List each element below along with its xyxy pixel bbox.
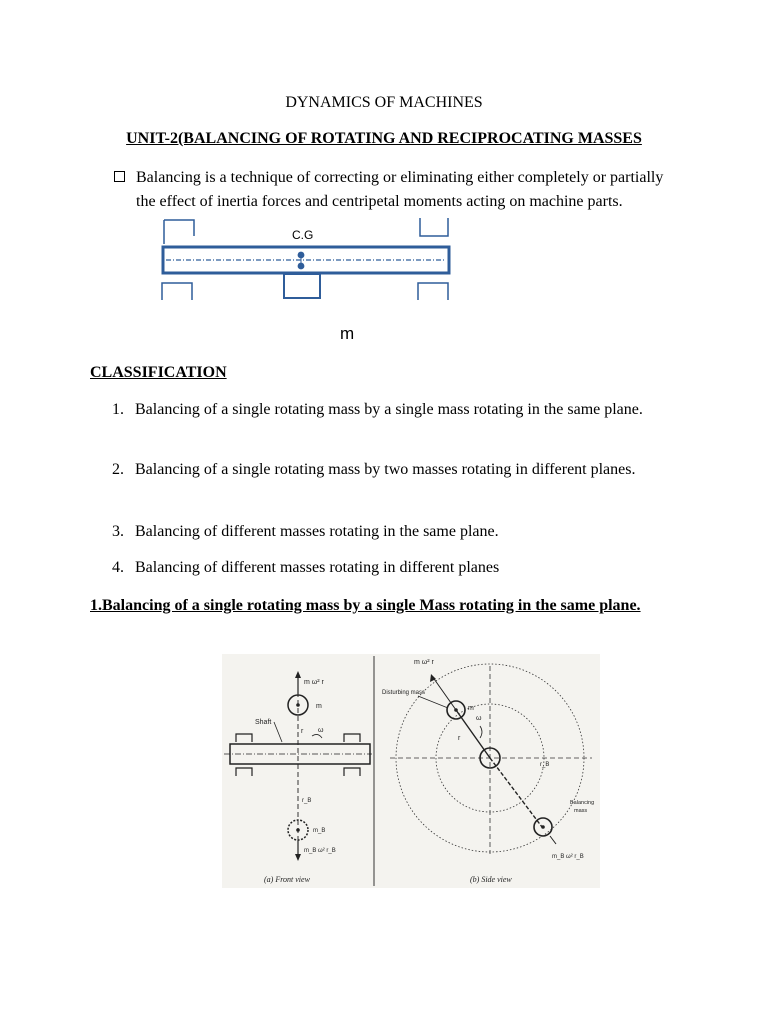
item-text: Balancing of a single rotating mass by a single mass rotating in the same plane. — [135, 401, 643, 418]
front-bearing-bottom-right — [344, 768, 360, 776]
beam-diagram — [150, 210, 460, 305]
front-caption: (a) Front view — [264, 875, 310, 884]
side-omega-label: ω — [476, 715, 482, 722]
force-line-bottom — [550, 836, 556, 844]
front-r-label: r — [301, 728, 304, 735]
item-number: 1. — [112, 401, 124, 418]
side-force-bottom-label: m_B ω² r_B — [552, 854, 584, 860]
front-shaft-label: Shaft — [255, 719, 272, 726]
upper-right-support — [420, 218, 448, 236]
front-mass-dot — [296, 703, 300, 707]
mass-block — [284, 274, 320, 298]
front-mass-bottom-label: m_B — [313, 828, 326, 834]
intro-bullet — [114, 166, 674, 214]
side-r-label: r — [458, 735, 461, 742]
page-title: DYNAMICS OF MACHINES — [285, 94, 483, 111]
classification-heading: CLASSIFICATION — [90, 364, 227, 381]
force-arrow-bottom-head — [295, 854, 301, 861]
item-number: 4. — [112, 559, 124, 576]
checkbox-bullet-icon — [114, 171, 125, 182]
item-text: Balancing of a single rotating mass by two masses rotating in different planes. — [135, 461, 636, 478]
front-mass-top-label: m — [316, 703, 322, 710]
item-text: Balancing of different masses rotating in different planes — [135, 559, 500, 576]
side-mass-dot — [454, 708, 458, 712]
intro-bullet-text: Balancing is a technique of correcting or eliminating either completely or partially the effect of inertia forces and centripetal moments acting on machine parts. — [136, 169, 664, 210]
front-rb-label: r_B — [302, 798, 312, 804]
classification-item-1 — [112, 398, 672, 422]
front-force-top-label: m ω² r — [304, 679, 324, 686]
cg-dot-top — [298, 252, 305, 259]
cg-label: C.G — [292, 228, 314, 242]
side-force-top-label: m ω² r — [414, 659, 434, 666]
disturbing-leader — [418, 696, 448, 708]
front-bearing-top-right — [344, 734, 360, 742]
front-balancing-mass-dot — [296, 828, 300, 832]
upper-left-support — [164, 220, 194, 244]
front-force-bottom-label: m_B ω² r_B — [304, 848, 336, 854]
front-bearing-top-left — [236, 734, 252, 742]
mass-label: m — [340, 324, 355, 343]
classification-item-2 — [112, 458, 672, 482]
side-balancing-label-2: mass — [574, 808, 588, 814]
side-caption: (b) Side view — [470, 875, 512, 884]
balancing-line — [490, 758, 542, 827]
unit-heading: UNIT-2(BALANCING OF ROTATING AND RECIPROCATING MASSES — [126, 130, 642, 147]
rotation-arrow-front — [312, 734, 322, 738]
side-balancing-mass-dot — [541, 825, 545, 829]
force-arrow-top-head — [295, 671, 301, 678]
force-line-top — [432, 676, 456, 710]
item-number: 2. — [112, 461, 124, 478]
side-m-label: m — [468, 705, 474, 712]
item-text: Balancing of different masses rotating in the same plane. — [135, 523, 499, 540]
shaft-leader — [274, 722, 282, 742]
side-rb-label: r_B — [540, 762, 550, 768]
classification-item-4 — [112, 556, 672, 580]
figure-drawing — [222, 654, 600, 888]
lower-right-support — [418, 283, 448, 300]
side-balancing-label-1: Balancing — [570, 800, 595, 806]
side-disturbing-label: Disturbing mass — [382, 690, 426, 696]
cg-dot-bottom — [298, 263, 305, 270]
lower-left-support — [162, 283, 192, 300]
front-bearing-bottom-left — [236, 768, 252, 776]
rotation-arrow-side — [480, 726, 482, 738]
balancing-figure — [222, 654, 600, 888]
item-number: 3. — [112, 523, 124, 540]
front-omega-label: ω — [318, 727, 324, 734]
classification-item-3 — [112, 520, 672, 544]
section-heading: 1.Balancing of a single rotating mass by a single Mass rotating in the same plane. — [90, 597, 641, 614]
